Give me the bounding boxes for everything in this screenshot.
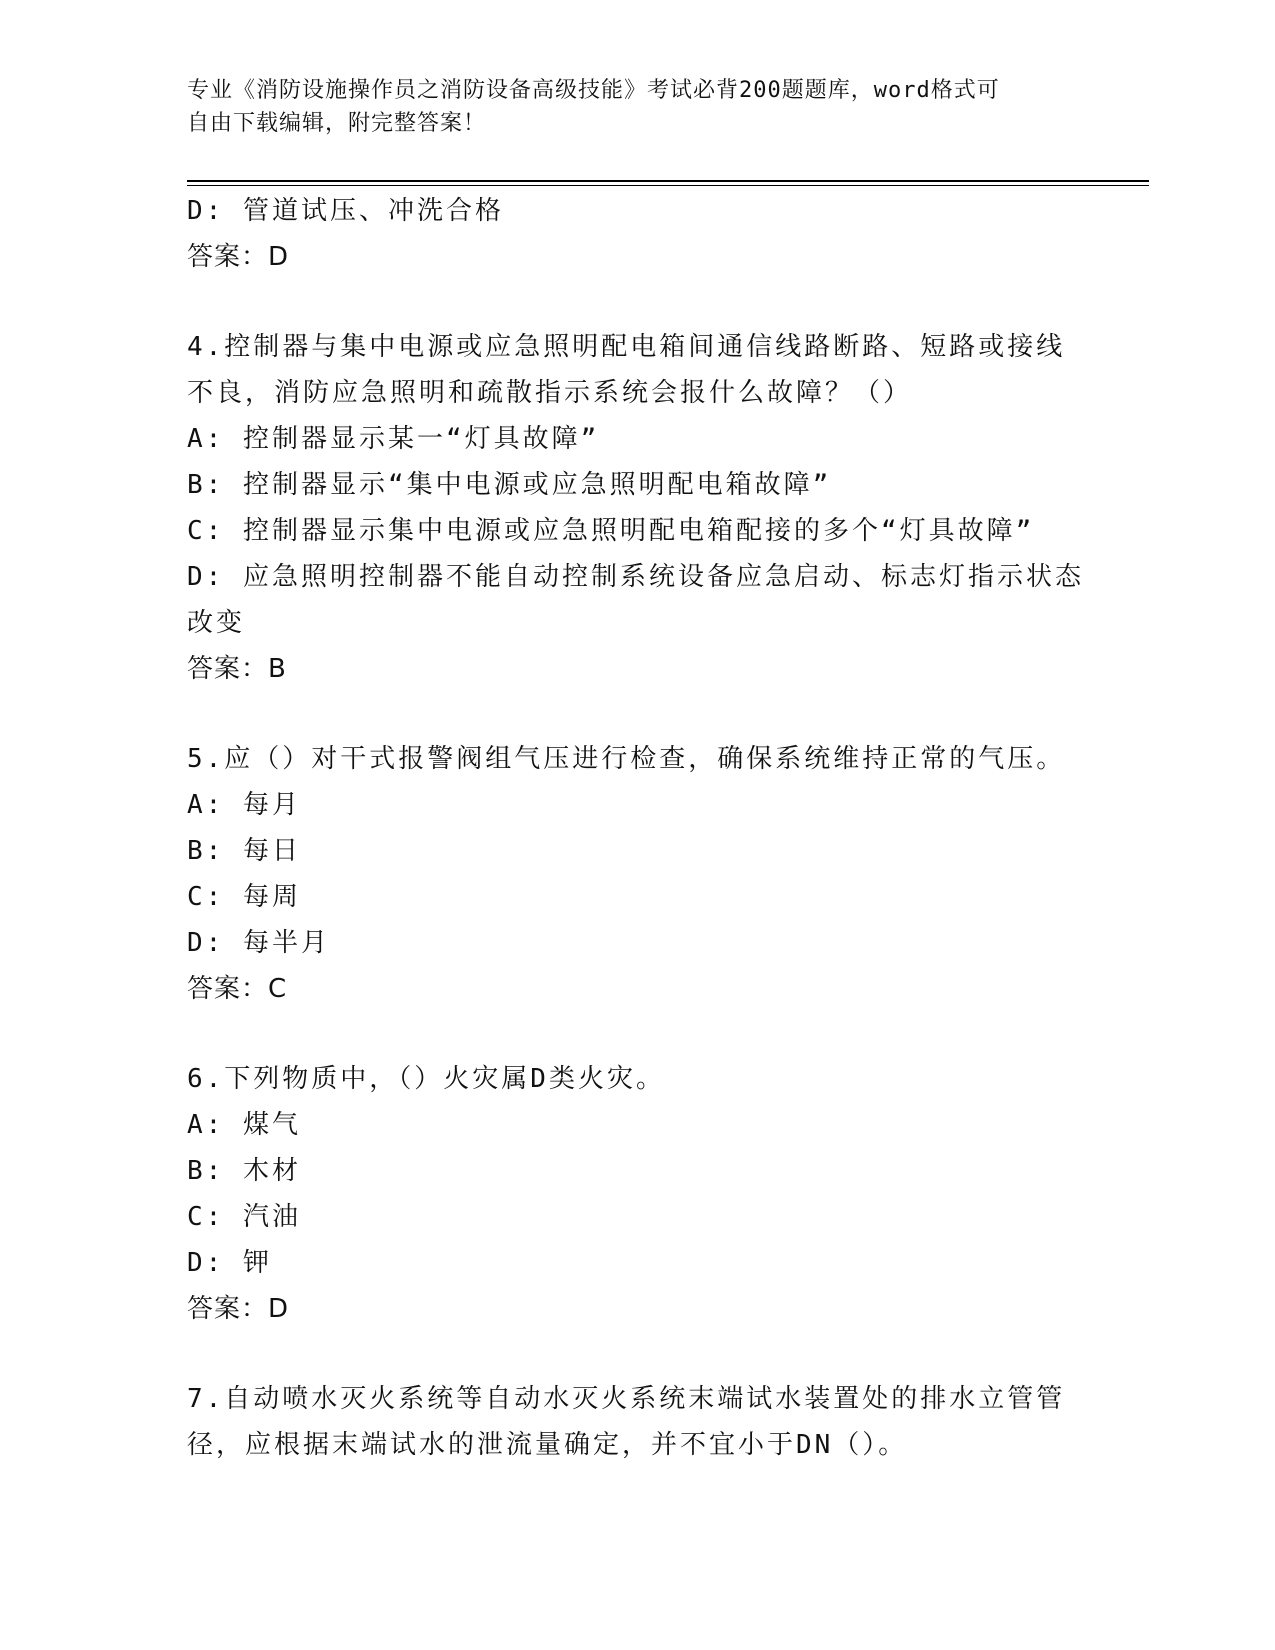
question-stem: 6.下列物质中，（）火灾属D类火灾。 <box>187 1064 665 1094</box>
option-c: C: 控制器显示集中电源或应急照明配电箱配接的多个“灯具故障” <box>187 516 1035 546</box>
option-b: B: 每日 <box>187 836 301 866</box>
question-7 <box>187 1376 1087 1468</box>
option-d-continued: 改变 <box>187 608 246 638</box>
option-a: A: 每月 <box>187 790 301 820</box>
question-6 <box>187 1056 1087 1332</box>
header-divider-thin <box>187 185 1149 186</box>
option-c: C: 汽油 <box>187 1202 301 1232</box>
question-list <box>187 188 1087 1468</box>
option-d: D: 应急照明控制器不能自动控制系统设备应急启动、标志灯指示状态 <box>187 562 1084 592</box>
answer-line: 答案：C <box>187 974 288 1004</box>
question-3-tail <box>187 188 1087 280</box>
option-d: D: 每半月 <box>187 928 330 958</box>
question-stem: 5.应（）对干式报警阀组气压进行检查，确保系统维持正常的气压。 <box>187 744 1066 774</box>
option-a: A: 控制器显示某一“灯具故障” <box>187 424 600 454</box>
spacer <box>187 1332 1087 1376</box>
option-d: D: 管道试压、冲洗合格 <box>187 196 504 226</box>
spacer <box>187 692 1087 736</box>
spacer <box>187 280 1087 324</box>
option-b: B: 控制器显示“集中电源或应急照明配电箱故障” <box>187 470 832 500</box>
option-a: A: 煤气 <box>187 1110 301 1140</box>
option-c: C: 每周 <box>187 882 301 912</box>
question-stem-continued: 径，应根据末端试水的泄流量确定，并不宜小于DN（）。 <box>187 1430 908 1460</box>
question-stem: 7.自动喷水灭火系统等自动水灭火系统末端试水装置处的排水立管管 <box>187 1384 1066 1414</box>
question-stem-continued: 不良，消防应急照明和疏散指示系统会报什么故障？（） <box>187 378 913 408</box>
header-divider-thick <box>187 180 1149 182</box>
question-4 <box>187 324 1087 692</box>
option-b: B: 木材 <box>187 1156 301 1186</box>
answer-line: 答案：B <box>187 654 287 684</box>
answer-line: 答案：D <box>187 242 290 272</box>
answer-line: 答案：D <box>187 1294 290 1324</box>
question-5 <box>187 736 1087 1012</box>
document-header <box>187 74 1087 140</box>
option-d: D: 钾 <box>187 1248 272 1278</box>
question-stem: 4.控制器与集中电源或应急照明配电箱间通信线路断路、短路或接线 <box>187 332 1066 362</box>
header-line-1: 专业《消防设施操作员之消防设备高级技能》考试必背200题题库，word格式可 <box>187 78 1000 103</box>
spacer <box>187 1012 1087 1056</box>
header-line-2: 自由下载编辑，附完整答案！ <box>187 111 487 136</box>
